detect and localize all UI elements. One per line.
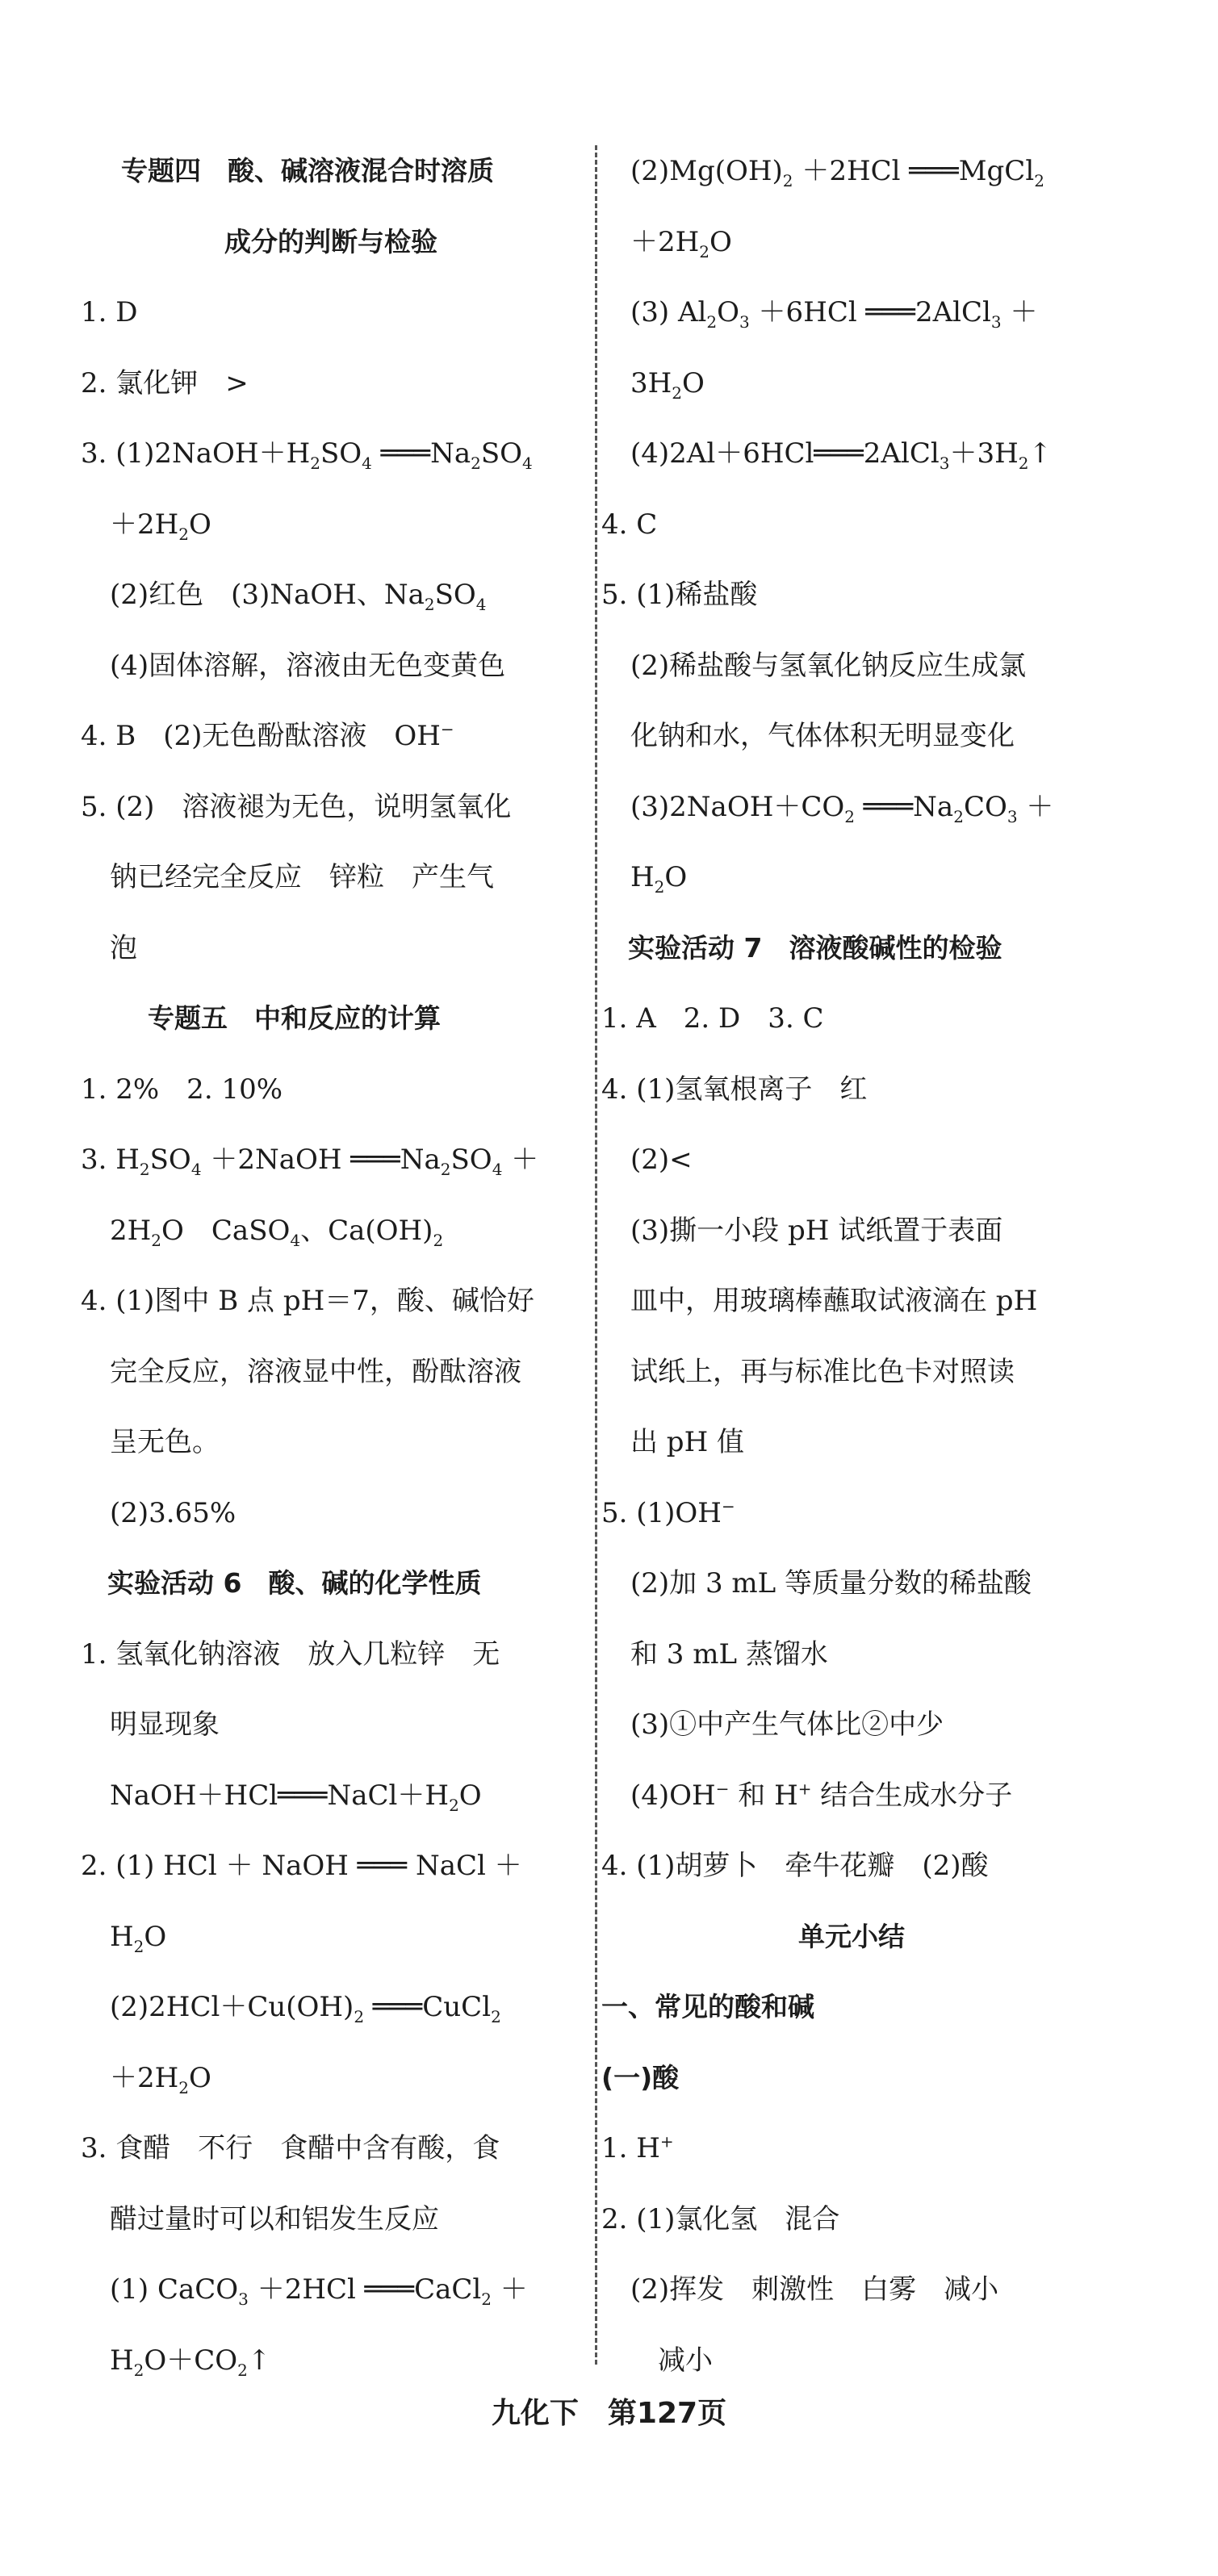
- answer-line: 4. (1)胡萝卜 牵牛花瓣 (2)酸: [601, 1850, 989, 1882]
- answer-line: (1) CaCO$_3$ ＋2HCl ═══CaCl$_2$ ＋: [110, 2273, 528, 2309]
- answer-line: (3)①中产生气体比②中少: [630, 1708, 944, 1741]
- answer-line: 1. A 2. D 3. C: [601, 1002, 824, 1035]
- section-heading: (一)酸: [601, 2061, 680, 2093]
- answer-line: 2. (1) HCl ＋ NaOH ═══ NaCl ＋: [81, 1850, 522, 1882]
- answer-line: $(2)Mg(OH)_2 +2HCl$ ═══MgCl$_2$: [630, 155, 1044, 190]
- section-heading: 专题四 酸、碱溶液混合时溶质: [121, 155, 494, 186]
- answer-line: 泡: [110, 931, 137, 964]
- answer-line: (2)挥发 刺激性 白雾 减小: [630, 2273, 999, 2306]
- column-divider: [595, 145, 597, 2365]
- answer-line: $+2H_2O$: [110, 508, 211, 544]
- answer-line: 4. C: [601, 508, 658, 541]
- answer-line: 呈无色。: [110, 1426, 220, 1458]
- section-heading: 实验活动 6 酸、碱的化学性质: [81, 1567, 482, 1599]
- answer-line: $+2H_2O$: [630, 225, 732, 261]
- answer-line: 5. (2) 溶液褪为无色，说明氢氧化: [81, 790, 512, 823]
- answer-line: $NaOH+HCl═══NaCl+H_2O$: [110, 1779, 482, 1815]
- answer-line: $H_2O$: [630, 861, 688, 897]
- right-column: [601, 153, 1102, 2413]
- answer-line: 1. 2% 2. 10%: [81, 1073, 283, 1106]
- answer-line: $(4)2Al+6HCl═══2AlCl_3+3H_2↑$: [630, 437, 1053, 473]
- answer-line: (3)撕一小段 pH 试纸置于表面: [630, 1214, 1003, 1247]
- answer-line: 完全反应，溶液显中性，酚酞溶液: [110, 1355, 521, 1388]
- answer-line: $H_2O+CO_2↑$: [110, 2344, 271, 2380]
- answer-line: 4. (1)氢氧根离子 红: [601, 1073, 868, 1106]
- answer-line: 1. D: [81, 296, 138, 328]
- answer-line: 和 3 mL 蒸馏水: [630, 1637, 828, 1671]
- answer-line: $(3)2NaOH+CO_2$ $═══Na_2CO_3$ ＋: [630, 790, 1054, 826]
- answer-line: (2)红色 (3)NaOH、$Na_2SO_4$: [110, 579, 487, 614]
- answer-line: 出 pH 值: [630, 1426, 745, 1458]
- section-heading: 成分的判断与检验: [224, 225, 437, 257]
- answer-line: 醋过量时可以和铝发生反应: [110, 2202, 439, 2235]
- answer-line: 钠已经完全反应 锌粒 产生气: [110, 861, 494, 893]
- section-heading: 专题五 中和反应的计算: [121, 1002, 441, 1034]
- answer-line: (2)加 3 mL 等质量分数的稀盐酸: [630, 1567, 1032, 1600]
- answer-line: $2H_2O$ CaSO$_4$、$Ca(OH)_2$: [110, 1214, 444, 1250]
- answer-line: $3H_2O$: [630, 366, 705, 403]
- answer-line: (2)3.65%: [110, 1496, 236, 1529]
- answer-line: 减小: [630, 2344, 713, 2377]
- answer-line: 1. H+: [601, 2131, 674, 2164]
- answer-line: 2. (1)氯化氢 混合: [601, 2202, 840, 2235]
- answer-line: 5. (1)稀盐酸: [601, 579, 758, 611]
- left-column: [81, 153, 581, 2413]
- answer-line: (3) $Al_2O_3 +6HCl$ ═══2AlCl$_3$ ＋: [630, 296, 1038, 332]
- answer-line: 试纸上，再与标准比色卡对照读: [630, 1355, 1015, 1388]
- answer-line: 4. (1)图中 B 点 pH＝7，酸、碱恰好: [81, 1285, 534, 1317]
- answer-line: $(2)2HCl+Cu(OH)_2$ ═══CuCl$_2$: [110, 1991, 501, 2026]
- answer-line: 5. (1)OH−: [601, 1496, 735, 1529]
- answer-line: $H_2O$: [110, 1920, 167, 1956]
- answer-line: 3. 食醋 不行 食醋中含有酸，食: [81, 2132, 500, 2164]
- answer-line: (4)固体溶解，溶液由无色变黄色: [110, 649, 506, 682]
- section-heading: 单元小结: [798, 1920, 905, 1952]
- answer-line: 4. B (2)无色酚酞溶液 OH−: [81, 719, 454, 752]
- answer-line: (4)OH− 和 H+ 结合生成水分子: [630, 1779, 1013, 1812]
- answer-line: 皿中，用玻璃棒蘸取试液滴在 pH: [630, 1285, 1038, 1317]
- answer-line: 3. $(1)2NaOH+H_2SO_4$ $═══Na_2SO_4$: [81, 437, 533, 473]
- answer-line: (2)<: [630, 1144, 693, 1176]
- answer-line: 化钠和水，气体体积无明显变化: [630, 720, 1015, 752]
- answer-line: 明显现象: [110, 1708, 220, 1741]
- page-footer: 九化下 第127页: [491, 2397, 727, 2430]
- section-heading: 实验活动 7 溶液酸碱性的检验: [601, 931, 1002, 964]
- section-heading: 一、常见的酸和碱: [601, 1991, 814, 2022]
- answer-line: $+2H_2O$: [110, 2061, 211, 2097]
- answer-line: (2)稀盐酸与氢氧化钠反应生成氯: [630, 649, 1027, 682]
- answer-line: 2. 氯化钾 >: [81, 366, 249, 399]
- answer-line: 1. 氢氧化钠溶液 放入几粒锌 无: [81, 1637, 500, 1671]
- answer-line: 3. $H_2SO_4$ ＋2NaOH $═══Na_2SO_4$ ＋: [81, 1144, 539, 1179]
